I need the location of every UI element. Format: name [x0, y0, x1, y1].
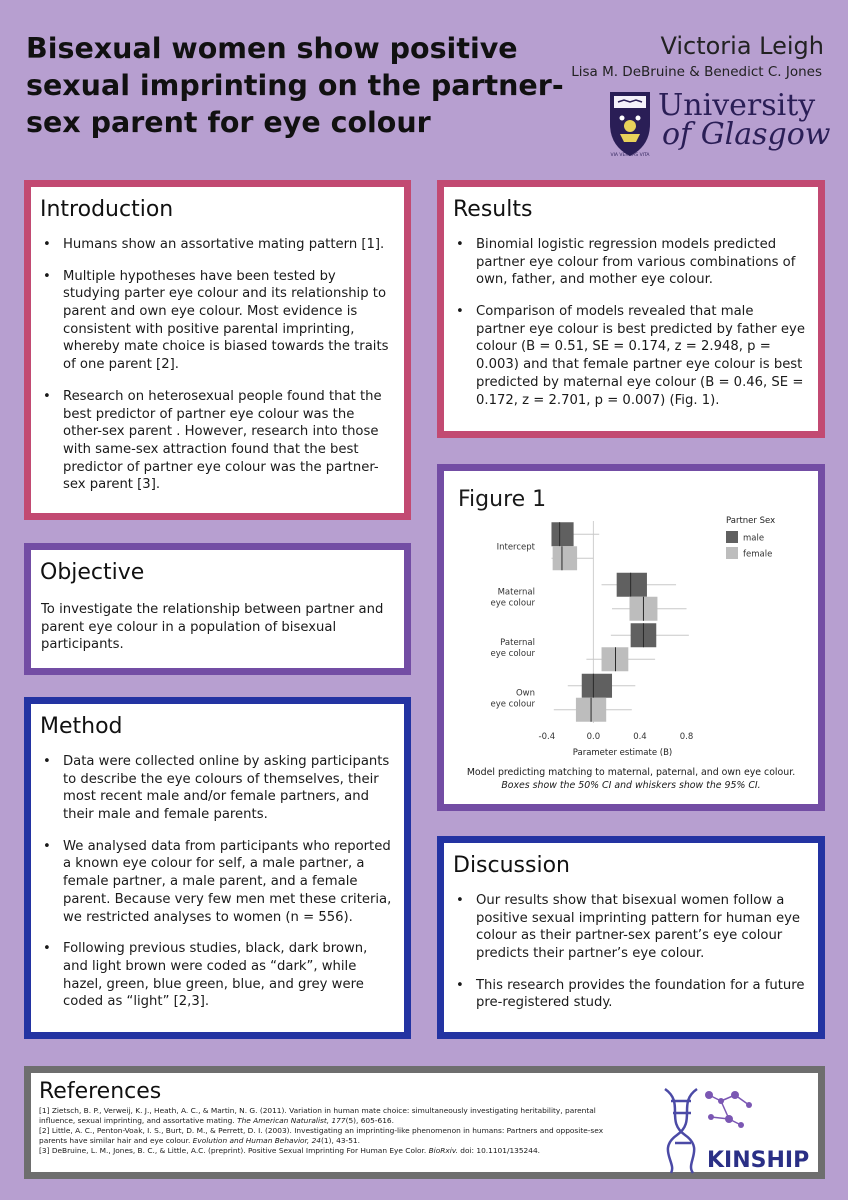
list-item: • This research provides the foundation for a future pre-registered study. — [454, 977, 806, 1012]
poster-title — [26, 30, 566, 141]
box-female — [602, 647, 629, 671]
method-list — [41, 753, 392, 1011]
discussion-list — [454, 892, 806, 1012]
discussion-panel — [437, 836, 825, 1039]
kinship-logo-icon — [645, 1081, 825, 1177]
caption-line-2: Boxes show the 50% CI and whiskers show the 95% CI. — [501, 780, 761, 792]
university-name-line2: of Glasgow — [662, 116, 831, 152]
university-name-line1: University — [658, 88, 816, 123]
title-line: sexual imprinting on the partner- — [26, 69, 564, 103]
reference-item: [2] Little, A. C., Penton-Voak, I. S., Burt, D. M., & Perrett, D. I. (2003). Investigating an imprinting-like phenomenon in humans: Partners and opposite-sex parents have similar hair and eye colour. Evolution and Human Behavior, 24(1), 43-51. — [39, 1125, 604, 1145]
title-line: Bisexual women show positive — [26, 32, 518, 65]
caption-line-1: Model predicting matching to maternal, paternal, and own eye colour. — [466, 767, 796, 778]
method-panel — [24, 697, 411, 1039]
box-male — [617, 573, 647, 597]
objective-text: To investigate the relationship between partner and parent eye colour in a population of bisexual participants. — [41, 602, 384, 653]
list-item: • Following previous studies, black, dark brown, and light brown were coded as “dark”, while hazel, green, blue green, blue, and grey were coded as “light” [2,3]. — [41, 940, 392, 1011]
box-female — [553, 546, 577, 570]
references-list — [39, 1106, 618, 1156]
x-tick-label: 0.0 — [586, 732, 601, 742]
university-wordmark — [658, 88, 831, 152]
kinship-logo-text: KINSHIP — [707, 1148, 810, 1173]
box-plot-chart — [444, 471, 818, 804]
figure-panel — [437, 464, 825, 811]
author-name: Victoria Leigh — [660, 32, 824, 60]
objective-panel — [24, 543, 411, 675]
objective-heading: Objective — [40, 560, 145, 585]
y-tick-label: Own — [515, 688, 535, 699]
legend-title: Partner Sex — [726, 516, 776, 526]
list-item: • Binomial logistic regression models predicted partner eye colour from various combinations of own, father, and mother eye colour. — [454, 236, 806, 289]
results-heading: Results — [453, 197, 533, 222]
list-item: • Multiple hypotheses have been tested by studying parter eye colour and its relationship to parent and own eye colour. Most evidence is consistent with positive parental imprinting, whereby mate choice is biased towards the traits of one parent [2]. — [41, 268, 392, 374]
legend-label-male: male — [743, 533, 765, 544]
references-heading: References — [39, 1079, 162, 1104]
method-heading: Method — [40, 714, 123, 739]
y-tick-label: Intercept — [496, 542, 535, 553]
results-panel — [437, 180, 825, 438]
reference-item: [1] Zietsch, B. P., Verweij, K. J., Heath, A. C., & Martin, N. G. (2011). Variation in human mate choice: simultaneously investigating heritability, parental influence, sexual imprinting, and assortative mating. The American Naturalist, 177(5), 605-616. — [39, 1106, 596, 1125]
legend-swatch-male — [726, 531, 738, 543]
introduction-panel — [24, 180, 411, 520]
y-tick-label: eye colour — [490, 598, 535, 609]
y-tick-label: eye colour — [490, 648, 535, 659]
introduction-list — [41, 236, 392, 494]
x-axis-label: Parameter estimate (B) — [572, 748, 673, 758]
reference-item: [3] DeBruine, L. M., Jones, B. C., & Little, A.C. (preprint). Positive Sexual Imprinting For Human Eye Color. BioRxiv. doi: 10.1101/135244. — [39, 1145, 541, 1155]
crest-motto: VIA VERITAS VITA — [610, 153, 650, 158]
list-item: • We analysed data from participants who reported a known eye colour for self, a male partner, a female partner, a male parent, and a female parent. Because very few men met these criteria, we restricted analyses to women (n = 556). — [41, 838, 392, 926]
list-item: • Our results show that bisexual women follow a positive sexual imprinting pattern for human eye colour as their partner-sex parent’s eye colour predicts their partner’s eye colour. — [454, 892, 806, 963]
x-tick-label: 0.8 — [679, 732, 694, 742]
references-panel — [24, 1066, 825, 1179]
list-item: • Humans show an assortative mating pattern [1]. — [41, 236, 392, 254]
y-tick-label: Maternal — [497, 587, 535, 598]
box-male — [582, 674, 612, 698]
y-tick-label: eye colour — [490, 699, 535, 710]
box-male — [551, 522, 573, 546]
list-item: • Research on heterosexual people found that the best predictor of partner eye colour was the other-sex parent . However, research into those with same-sex attraction found that the best predictor of partner eye colour was the partner-sex parent [3]. — [41, 388, 392, 494]
figure-heading: Figure 1 — [458, 487, 547, 512]
coauthors: Lisa M. DeBruine & Benedict C. Jones — [571, 64, 822, 80]
title-line: sex parent for eye colour — [26, 106, 431, 140]
list-item: • Comparison of models revealed that male partner eye colour is best predicted by father eye colour (B = 0.51, SE = 0.174, z = 2.948, p = 0.003) and that female partner eye colour is best predicted by maternal eye colour (B = 0.46, SE = 0.172, z = 2.701, p = 0.007) (Fig. 1). — [454, 303, 806, 409]
introduction-heading: Introduction — [40, 197, 174, 222]
discussion-heading: Discussion — [453, 853, 570, 878]
list-item: • Data were collected online by asking participants to describe the eye colours of themselves, their most recent male and/or female partners, and their male and female parents. — [41, 753, 392, 824]
legend-label-female: female — [743, 549, 773, 560]
x-tick-label: -0.4 — [538, 732, 556, 742]
y-tick-label: Paternal — [500, 637, 535, 648]
legend-swatch-female — [726, 547, 738, 559]
x-tick-label: 0.4 — [633, 732, 647, 742]
results-list — [454, 236, 806, 409]
figure-caption — [444, 766, 818, 792]
